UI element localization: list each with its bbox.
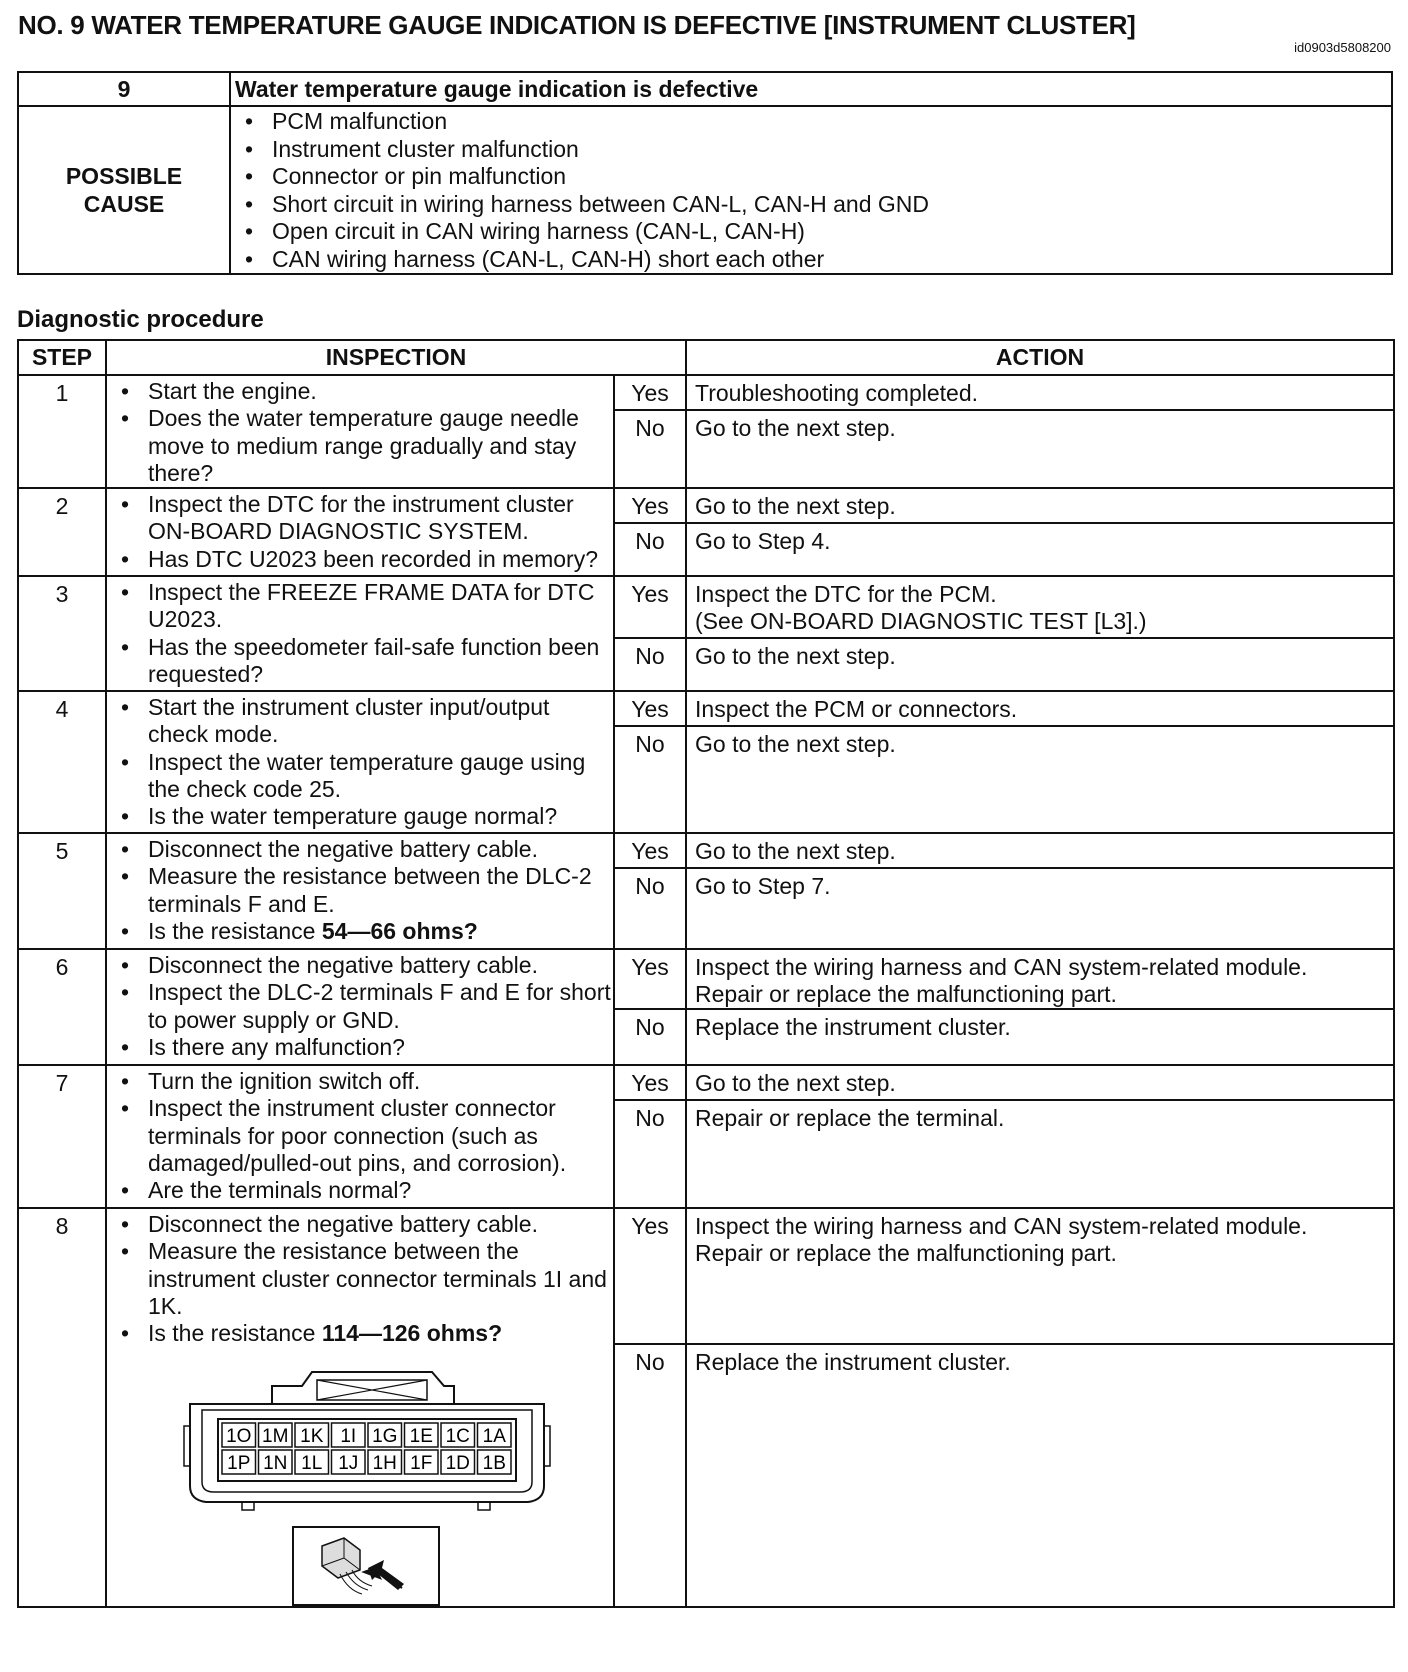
step-number: 2 <box>18 488 106 576</box>
cause-item: • Connector or pin malfunction <box>237 163 1391 191</box>
question-text: Is the resistance <box>148 1320 322 1347</box>
yes-label: Yes <box>614 833 686 868</box>
no-label: No <box>614 1100 686 1208</box>
inspection-cell <box>106 949 614 1065</box>
connector-pin-label: 1E <box>409 1425 433 1447</box>
step-row <box>18 1065 1394 1100</box>
yes-label: Yes <box>614 576 686 638</box>
possible-cause-label <box>18 106 230 274</box>
connector-pin-label: 1D <box>445 1452 470 1474</box>
inspection-item: • Is the water temperature gauge normal? <box>113 803 613 830</box>
cause-item: • Short circuit in wiring harness between CAN-L, CAN-H and GND <box>237 191 1391 219</box>
possible-cause-table <box>17 71 1393 275</box>
yes-action: Troubleshooting completed. <box>686 375 1394 410</box>
yes-action: Go to the next step. <box>686 1065 1394 1100</box>
step-number: 4 <box>18 691 106 833</box>
step-number: 1 <box>18 375 106 488</box>
yes-label: Yes <box>614 1208 686 1344</box>
step-row <box>18 833 1394 868</box>
connector-pin-label: 1F <box>410 1452 433 1474</box>
no-action: Replace the instrument cluster. <box>686 1009 1394 1065</box>
connector-pin-label: 1M <box>262 1425 289 1447</box>
no-action: Go to Step 4. <box>686 523 1394 576</box>
no-label: No <box>614 1344 686 1606</box>
connector-pin-label: 1I <box>340 1425 357 1447</box>
cause-item: • PCM malfunction <box>237 108 1391 136</box>
connector-pin-label: 1K <box>300 1425 324 1447</box>
yes-action-line1: Inspect the wiring harness and CAN system-related module. <box>695 1213 1308 1240</box>
inspection-header: INSPECTION <box>106 340 686 375</box>
step-row <box>18 576 1394 638</box>
cause-item: • CAN wiring harness (CAN-L, CAN-H) short each other <box>237 246 1391 274</box>
connector-pin-label: 1O <box>226 1425 252 1447</box>
yes-action-line2: (See ON-BOARD DIAGNOSTIC TEST [L3].) <box>695 608 1147 635</box>
question-text: Is the resistance <box>148 918 322 945</box>
step-number: 6 <box>18 949 106 1065</box>
document-id: id0903d5808200 <box>1294 40 1391 55</box>
step-row <box>18 1208 1394 1344</box>
yes-label: Yes <box>614 375 686 410</box>
inspection-item: • Start the engine. <box>113 378 613 405</box>
inspection-cell <box>106 691 614 833</box>
step-number: 8 <box>18 1208 106 1606</box>
no-action: Repair or replace the terminal. <box>686 1100 1394 1208</box>
action-header: ACTION <box>686 340 1394 375</box>
cause-item: • Instrument cluster malfunction <box>237 136 1391 164</box>
inspection-item <box>113 1320 613 1347</box>
possible-cause-list <box>231 107 1391 273</box>
inspection-cell <box>106 1065 614 1208</box>
inspection-item: • Is there any malfunction? <box>113 1034 613 1061</box>
no-label: No <box>614 523 686 576</box>
inspection-item: • Disconnect the negative battery cable. <box>113 1211 613 1238</box>
no-label: No <box>614 726 686 833</box>
yes-action-line2: Repair or replace the malfunctioning part. <box>695 981 1117 1008</box>
inspection-item <box>113 918 613 945</box>
yes-action: Inspect the PCM or connectors. <box>686 691 1394 726</box>
connector-pin-label: 1J <box>338 1452 359 1474</box>
step-number: 3 <box>18 576 106 691</box>
no-action: Go to Step 7. <box>686 868 1394 949</box>
no-action: Go to the next step. <box>686 726 1394 833</box>
connector-pin-label: 1L <box>301 1452 323 1474</box>
inspection-item: • Does the water temperature gauge needle move to medium range gradually and stay there? <box>113 405 613 487</box>
yes-label: Yes <box>614 1065 686 1100</box>
yes-label: Yes <box>614 691 686 726</box>
inspection-cell <box>106 488 614 576</box>
no-action: Go to the next step. <box>686 410 1394 488</box>
inspection-item: • Measure the resistance between the DLC-2 terminals F and E. <box>113 863 613 918</box>
inspection-item: • Disconnect the negative battery cable. <box>113 836 613 863</box>
yes-action-line2: Repair or replace the malfunctioning part. <box>695 1240 1117 1267</box>
inspection-item: • Turn the ignition switch off. <box>113 1068 613 1095</box>
inspection-item: • Start the instrument cluster input/output check mode. <box>113 694 613 749</box>
possible-cause-label-line2: CAUSE <box>83 191 165 217</box>
inspection-cell <box>106 375 614 488</box>
inspection-item: • Inspect the FREEZE FRAME DATA for DTC U2023. <box>113 579 613 634</box>
resistance-spec: 114—126 ohms? <box>321 1320 503 1347</box>
no-label: No <box>614 1009 686 1065</box>
no-action: Replace the instrument cluster. <box>686 1344 1394 1606</box>
possible-cause-list-cell <box>230 106 1392 274</box>
no-action: Go to the next step. <box>686 638 1394 691</box>
page-title: NO. 9 WATER TEMPERATURE GAUGE INDICATION IS DEFECTIVE [INSTRUMENT CLUSTER] <box>18 10 1136 40</box>
yes-label: Yes <box>614 488 686 523</box>
no-label: No <box>614 410 686 488</box>
no-label: No <box>614 868 686 949</box>
connector-pin-label: 1C <box>445 1425 470 1447</box>
step-row <box>18 488 1394 523</box>
connector-pin-label: 1G <box>372 1425 398 1447</box>
yes-action <box>686 1208 1394 1344</box>
inspection-item: • Inspect the DLC-2 terminals F and E for short to power supply or GND. <box>113 979 613 1034</box>
inspection-item: • Measure the resistance between the instrument cluster connector terminals 1I and 1K. <box>113 1238 613 1320</box>
possible-cause-label-line1: POSSIBLE <box>65 163 183 189</box>
inspection-item: • Inspect the water temperature gauge using the check code 25. <box>113 749 613 804</box>
inspection-cell <box>106 1208 614 1606</box>
inspection-item: • Inspect the instrument cluster connector terminals for poor connection (such as damaged/pulled-out pins, and corrosion). <box>113 1095 613 1177</box>
trouble-number: 9 <box>18 72 230 106</box>
resistance-spec: 54—66 ohms? <box>321 918 478 945</box>
step-number: 5 <box>18 833 106 949</box>
step-row <box>18 949 1394 1009</box>
connector-pin-label: 1P <box>227 1452 251 1474</box>
yes-label: Yes <box>614 949 686 1009</box>
inspection-item: • Inspect the DTC for the instrument cluster ON-BOARD DIAGNOSTIC SYSTEM. <box>113 491 613 546</box>
yes-action: Go to the next step. <box>686 833 1394 868</box>
diagnostic-procedure-heading: Diagnostic procedure <box>17 306 264 333</box>
connector-pin-label: 1B <box>482 1452 506 1474</box>
yes-action: Go to the next step. <box>686 488 1394 523</box>
yes-action <box>686 949 1394 1009</box>
inspection-item: • Disconnect the negative battery cable. <box>113 952 613 979</box>
trouble-description: Water temperature gauge indication is defective <box>230 72 1392 106</box>
connector-pin-label: 1N <box>263 1452 288 1474</box>
cause-item: • Open circuit in CAN wiring harness (CAN-L, CAN-H) <box>237 218 1391 246</box>
step-header: STEP <box>18 340 106 375</box>
instrument-cluster-connector-diagram <box>182 1366 552 1516</box>
inspection-item: • Has the speedometer fail-safe function been requested? <box>113 634 613 689</box>
step-number: 7 <box>18 1065 106 1208</box>
harness-side-view-icon <box>292 1526 440 1606</box>
step-row <box>18 691 1394 726</box>
connector-pin-label: 1A <box>482 1425 506 1447</box>
yes-action-line1: Inspect the DTC for the PCM. <box>695 581 997 608</box>
inspection-cell <box>106 576 614 691</box>
diagnostic-procedure-table <box>17 339 1395 1608</box>
yes-action <box>686 576 1394 638</box>
inspection-cell <box>106 833 614 949</box>
yes-action-line1: Inspect the wiring harness and CAN system-related module. <box>695 954 1308 981</box>
diagnostic-header-row <box>18 340 1394 375</box>
connector-pin-label: 1H <box>372 1452 397 1474</box>
step-row <box>18 375 1394 410</box>
inspection-item: • Are the terminals normal? <box>113 1177 613 1204</box>
inspection-item: • Has DTC U2023 been recorded in memory? <box>113 546 613 573</box>
no-label: No <box>614 638 686 691</box>
